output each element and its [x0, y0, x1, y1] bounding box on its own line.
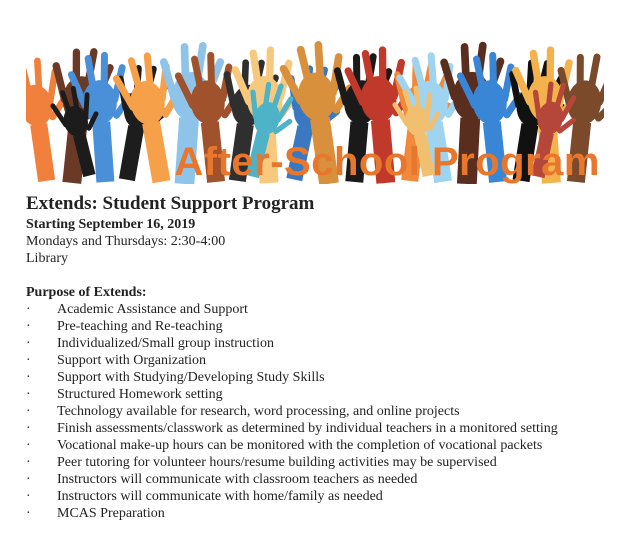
bullet-icon: · — [26, 455, 31, 470]
purpose-item-text: Vocational make-up hours can be monitored with the completion of vocational packets — [57, 438, 543, 453]
program-title: Extends: Student Support Program — [26, 193, 315, 214]
purpose-item-text: MCAS Preparation — [57, 506, 165, 521]
purpose-item — [26, 335, 616, 352]
purpose-item — [26, 369, 616, 386]
purpose-item — [26, 471, 616, 488]
purpose-item — [26, 437, 616, 454]
purpose-item — [26, 352, 616, 369]
purpose-item-text: Instructors will communicate with home/family as needed — [57, 489, 383, 504]
purpose-item-text: Support with Studying/Developing Study Skills — [57, 370, 325, 385]
purpose-item — [26, 301, 616, 318]
purpose-item — [26, 454, 616, 471]
purpose-heading: Purpose of Extends: — [26, 285, 147, 300]
banner-image — [26, 12, 604, 184]
bullet-icon: · — [26, 489, 31, 504]
purpose-item — [26, 403, 616, 420]
bullet-icon: · — [26, 438, 31, 453]
purpose-item — [26, 386, 616, 403]
purpose-item — [26, 505, 616, 522]
start-date: Starting September 16, 2019 — [26, 217, 196, 232]
purpose-item-text: Instructors will communicate with classroom teachers as needed — [57, 472, 418, 487]
bullet-icon: · — [26, 302, 31, 317]
document-body — [26, 192, 616, 522]
bullet-icon: · — [26, 387, 31, 402]
purpose-item-text: Academic Assistance and Support — [57, 302, 248, 317]
bullet-icon: · — [26, 472, 31, 487]
purpose-item-text: Support with Organization — [57, 353, 207, 368]
purpose-item-text: Individualized/Small group instruction — [57, 336, 274, 351]
purpose-item-text: Peer tutoring for volunteer hours/resume building activities may be supervised — [57, 455, 497, 470]
bullet-icon: · — [26, 353, 31, 368]
purpose-list — [26, 301, 616, 522]
purpose-item — [26, 318, 616, 335]
banner-title: After-School Program — [174, 140, 600, 184]
location: Library — [26, 251, 68, 266]
purpose-item-text: Finish assessments/classwork as determined by individual teachers in a monitored setting — [57, 421, 558, 436]
purpose-item — [26, 488, 616, 505]
purpose-item-text: Technology available for research, word processing, and online projects — [57, 404, 460, 419]
bullet-icon: · — [26, 506, 31, 521]
bullet-icon: · — [26, 370, 31, 385]
purpose-item-text: Pre-teaching and Re-teaching — [57, 319, 223, 334]
purpose-item-text: Structured Homework setting — [57, 387, 223, 402]
bullet-icon: · — [26, 336, 31, 351]
bullet-icon: · — [26, 319, 31, 334]
schedule: Mondays and Thursdays: 2:30-4:00 — [26, 234, 226, 249]
bullet-icon: · — [26, 421, 31, 436]
bullet-icon: · — [26, 404, 31, 419]
purpose-item — [26, 420, 616, 437]
